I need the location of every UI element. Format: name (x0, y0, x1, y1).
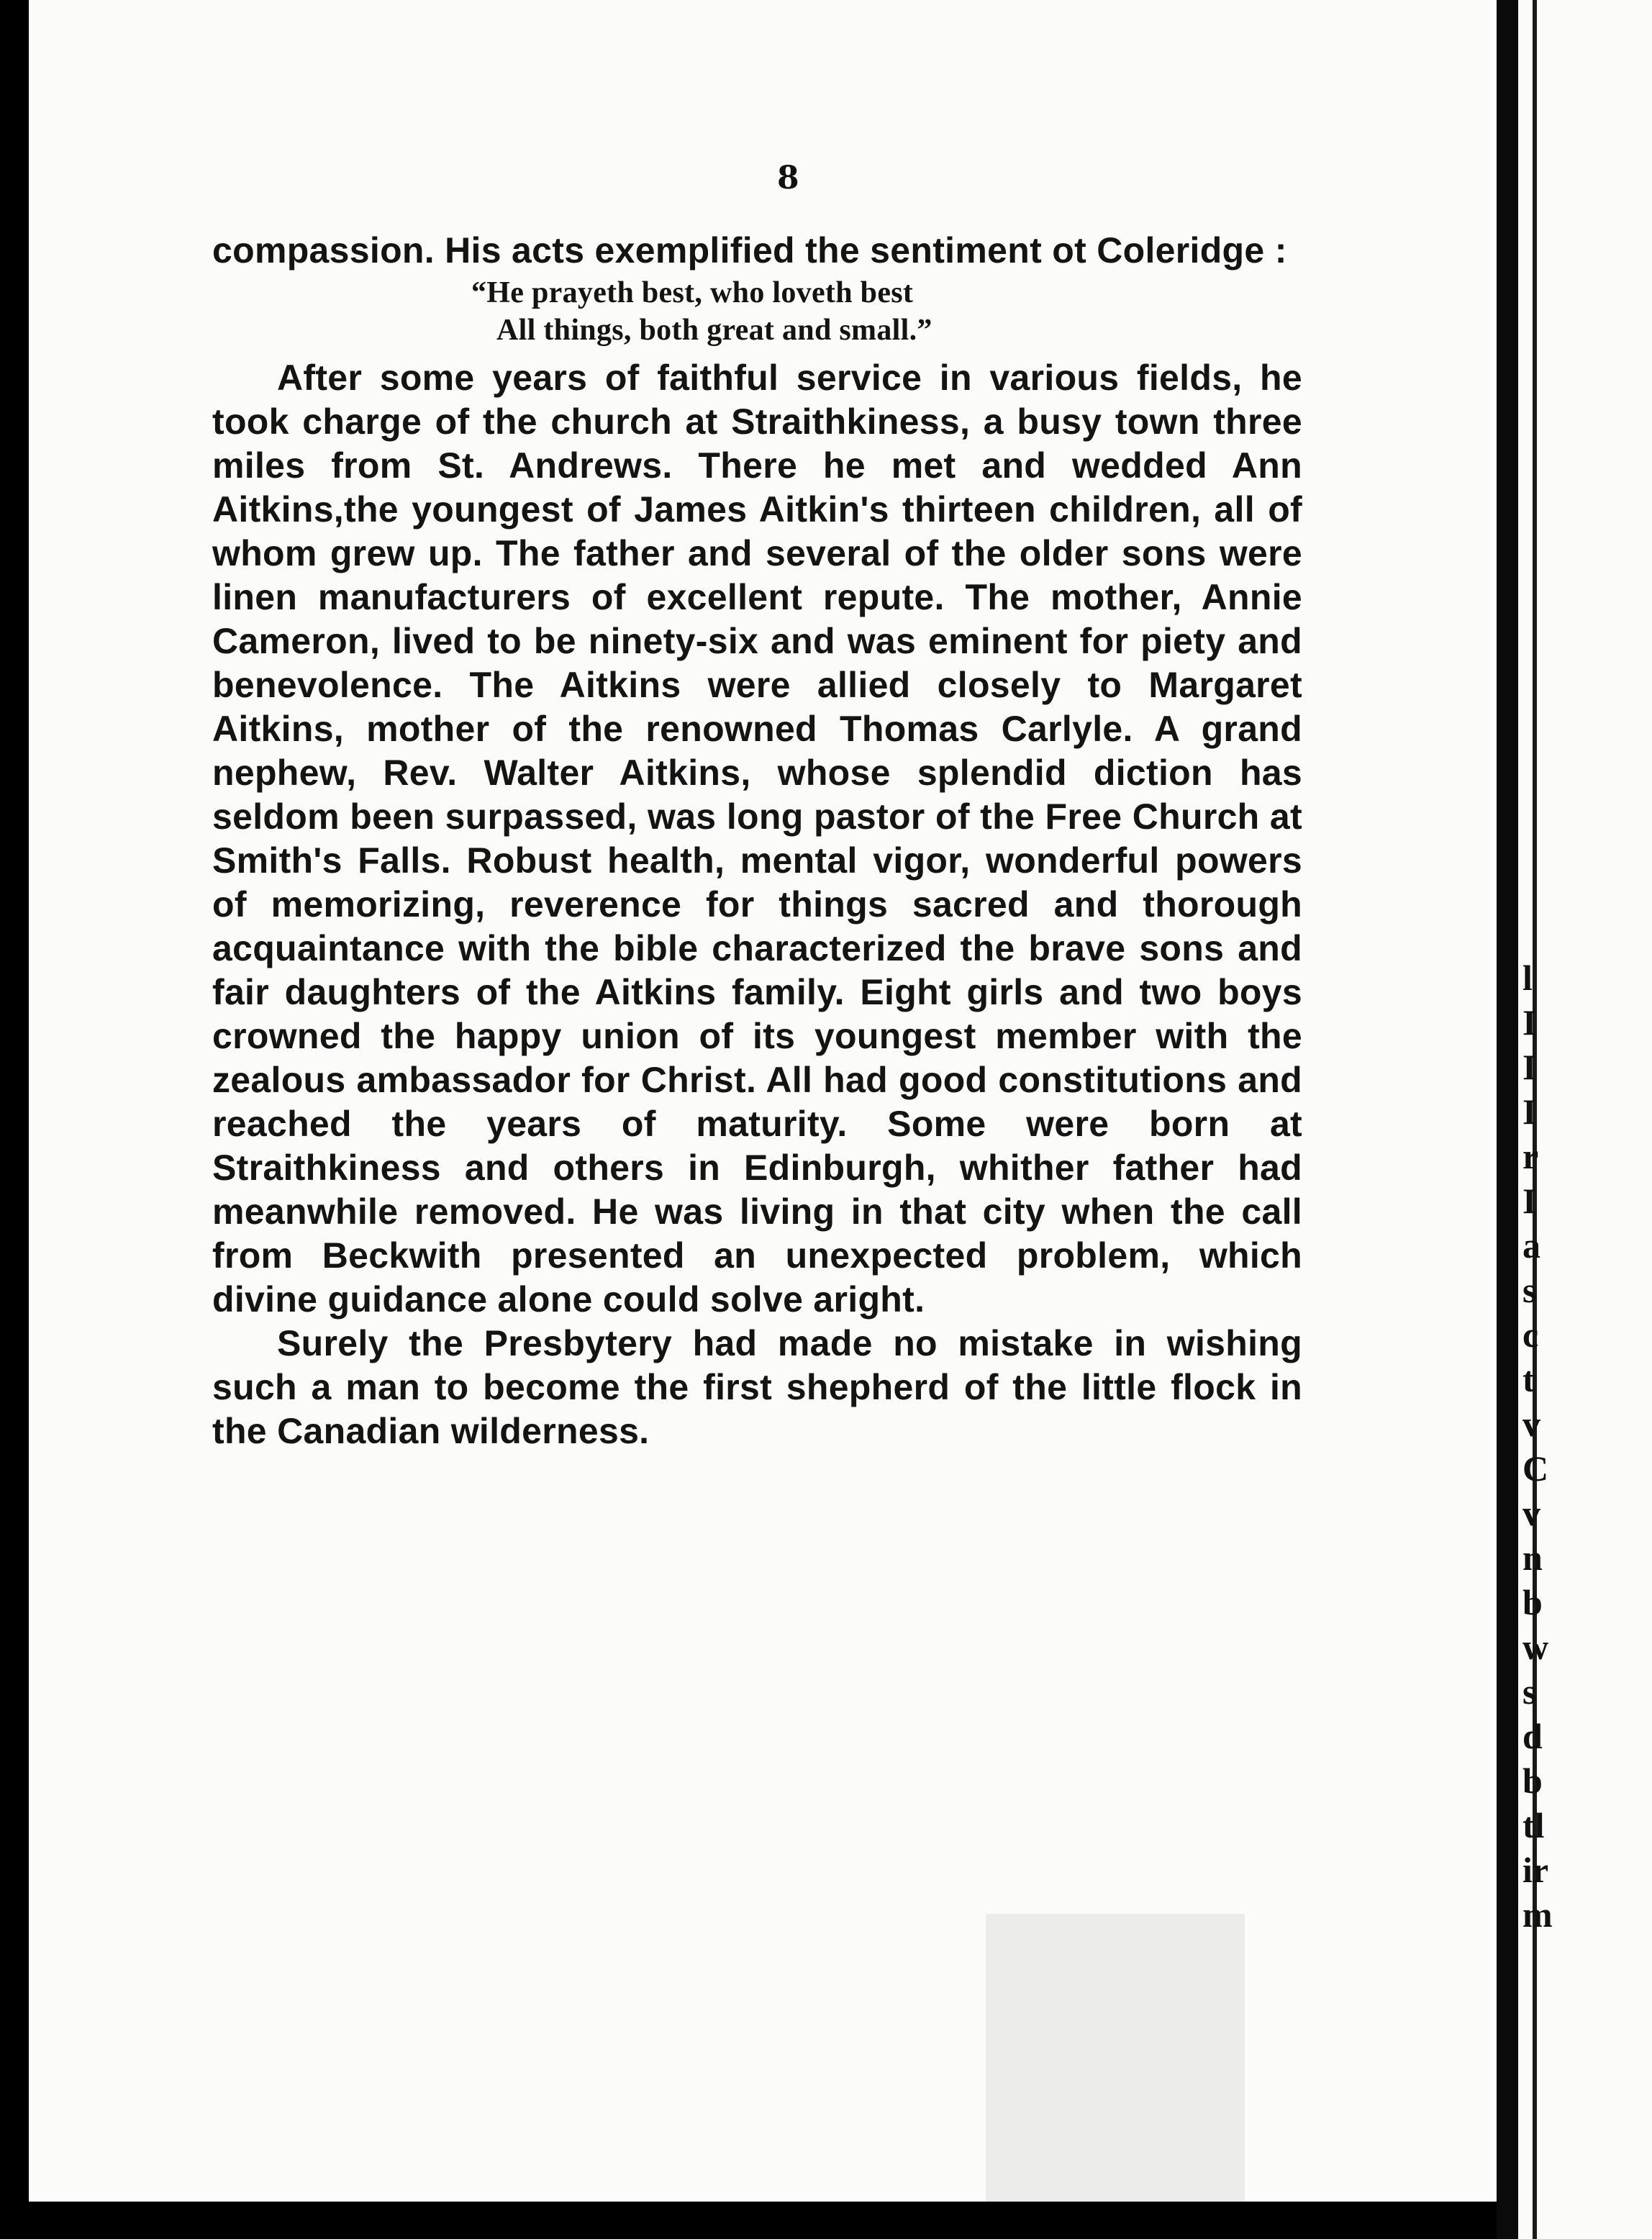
facing-page-fragment: t (1522, 1359, 1535, 1399)
facing-page-fragment: s (1522, 1671, 1537, 1712)
page-stain (986, 1914, 1245, 2202)
facing-page-fragment: I (1522, 1047, 1537, 1087)
facing-page-fragment: v (1522, 1493, 1540, 1533)
paragraph-1: compassion. His acts exemplified the sentiment ot Coleridge : (212, 230, 1287, 271)
facing-page-fragment: b (1522, 1761, 1543, 1801)
facing-page-fragment: n (1522, 1538, 1543, 1578)
facing-page-fragment: v (1522, 1404, 1540, 1444)
quote-line-2: All things, both great and small.” (496, 314, 932, 347)
paragraph-3: Surely the Presbytery had made no mistake in wishing such a man to become the first shepherd of the little flock in the Canadian wilderness. (212, 1323, 1302, 1451)
gutter-shadow (1497, 0, 1518, 2239)
body-text (212, 229, 1302, 1453)
facing-page-fragment: m (1522, 1894, 1553, 1935)
facing-page-fragment: s (1522, 1270, 1537, 1310)
facing-page-fragment: ir (1522, 1850, 1549, 1890)
facing-page-fragment: C (1522, 1448, 1549, 1489)
facing-page-fragment: b (1522, 1582, 1543, 1622)
facing-page-fragment: c (1522, 1314, 1539, 1355)
facing-page-fragment: d (1522, 1716, 1543, 1756)
quote-line-1: “He prayeth best, who loveth best (471, 276, 914, 309)
facing-page-fragment: I (1522, 1091, 1537, 1132)
facing-page-fragment: w (1522, 1627, 1549, 1667)
facing-page-fragment: I (1522, 1181, 1537, 1221)
poem-quote (471, 274, 1302, 349)
paragraph-2: After some years of faithful service in various fields, he took charge of the church at Straithkiness, a busy town three miles from St. Andrews. There he met and wedded Ann Aitkins,the youngest of James Aitkin's thirteen children, all of whom grew up. The father and several of the older sons were linen manufacturers of excellent repute. The mother, Annie Cameron, lived to be ninety-six and was eminent for piety and benevolence. The Aitkins were allied closely to Margaret Aitkins, mother of the renowned Thomas Carlyle. A grand nephew, Rev. Walter Aitkins, whose splendid diction has seldom been surpassed, was long pastor of the Free Church at Smith's Falls. Robust health, mental vigor, wonderful powers of memorizing, reverence for things sacred and thorough acquaintance with the bible characterized the brave sons and fair daughters of the Aitkins family. Eight girls and two boys crowned the happy union of its youngest member with the zealous ambassador for Christ. All had good constitutions and reached the years of maturity. Some were born at Straithkiness and others in Edinburgh, whither father had meanwhile removed. He was living in that city when the call from Beckwith presented an unexpected problem, which divine guidance alone could solve aright. (212, 358, 1302, 1320)
facing-page-fragment: I (1522, 1002, 1537, 1043)
facing-page-edge (1518, 0, 1652, 2239)
facing-page-fragment: r (1522, 1136, 1539, 1176)
facing-page-fragment: a (1522, 1225, 1540, 1266)
facing-page-fragment: l (1522, 958, 1533, 998)
page-number: 8 (777, 160, 799, 196)
facing-page-fragment: tl (1522, 1805, 1545, 1845)
